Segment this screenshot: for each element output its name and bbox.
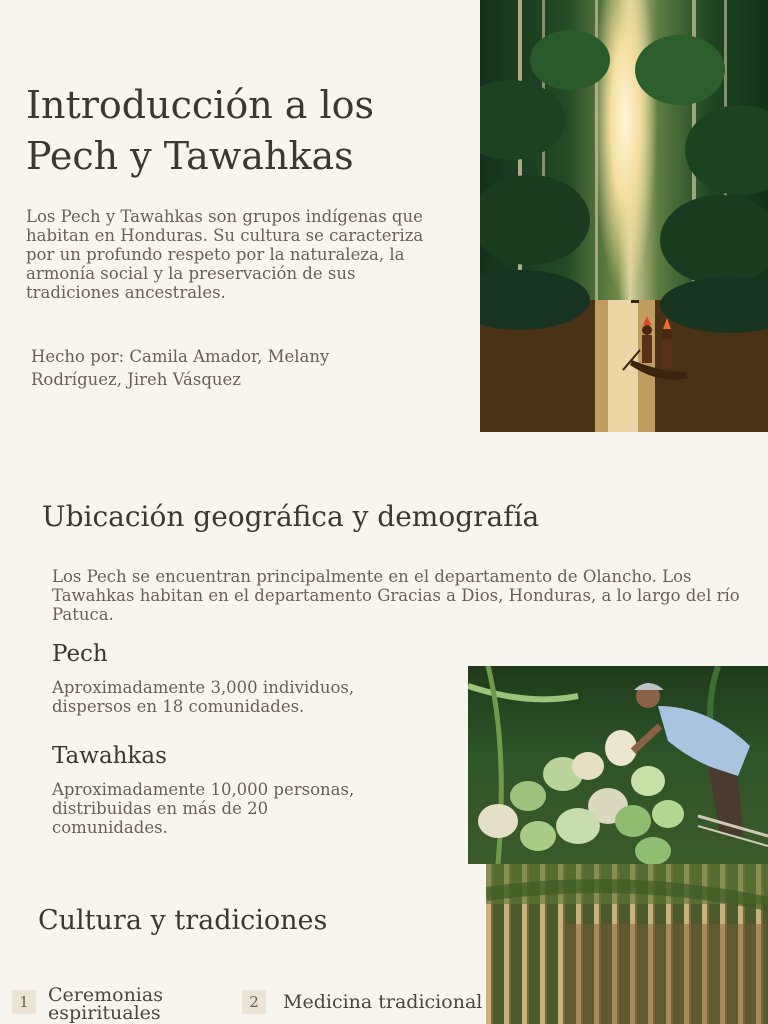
title-line-2: Pech y Tawahkas xyxy=(26,134,354,178)
page-title xyxy=(26,80,466,182)
bamboo-hut-image xyxy=(486,864,768,1024)
title-line-1: Introducción a los xyxy=(26,83,375,127)
group-text: Aproximadamente 10,000 personas, distribuidas en más de 20 comunidades. xyxy=(52,780,355,837)
location-section-title: Ubicación geográfica y demografía xyxy=(42,500,540,533)
group-name: Pech xyxy=(52,641,108,667)
author-byline xyxy=(31,345,431,391)
culture-item-medicina xyxy=(283,993,503,1011)
coconut-harvest-image xyxy=(468,666,768,864)
location-paragraph: Los Pech se encuentran principalmente en el departamento de Olancho. Los Tawahkas habitan en el departamento Gracias a Dios, Honduras, a lo largo del río Patuca. xyxy=(52,567,740,624)
item-title-line-1: Ceremonias xyxy=(48,984,163,1006)
item-number-badge: 2 xyxy=(242,990,266,1014)
group-tawahkas xyxy=(52,741,382,837)
byline-line-2: Rodríguez, Jireh Vásquez xyxy=(31,370,241,389)
item-title-line-2: espirituales xyxy=(48,1002,161,1024)
byline-line-1: Hecho por: Camila Amador, Melany xyxy=(31,347,330,366)
group-name: Tawahkas xyxy=(52,743,167,769)
item-title xyxy=(48,986,228,1022)
culture-section-title: Cultura y tradiciones xyxy=(38,905,328,936)
item-title: Medicina tradicional xyxy=(283,993,483,1011)
item-number-badge: 1 xyxy=(12,990,36,1014)
group-pech xyxy=(52,639,382,716)
intro-paragraph: Los Pech y Tawahkas son grupos indígenas que habitan en Honduras. Su cultura se caracteriza por un profundo respeto por la naturaleza, la armonía social y la preservación de sus tradiciones ancestrales. xyxy=(26,207,424,302)
group-text: Aproximadamente 3,000 individuos, dispersos en 18 comunidades. xyxy=(52,678,355,716)
jungle-river-canoe-image xyxy=(480,0,768,432)
culture-item-ceremonias xyxy=(48,986,228,1022)
